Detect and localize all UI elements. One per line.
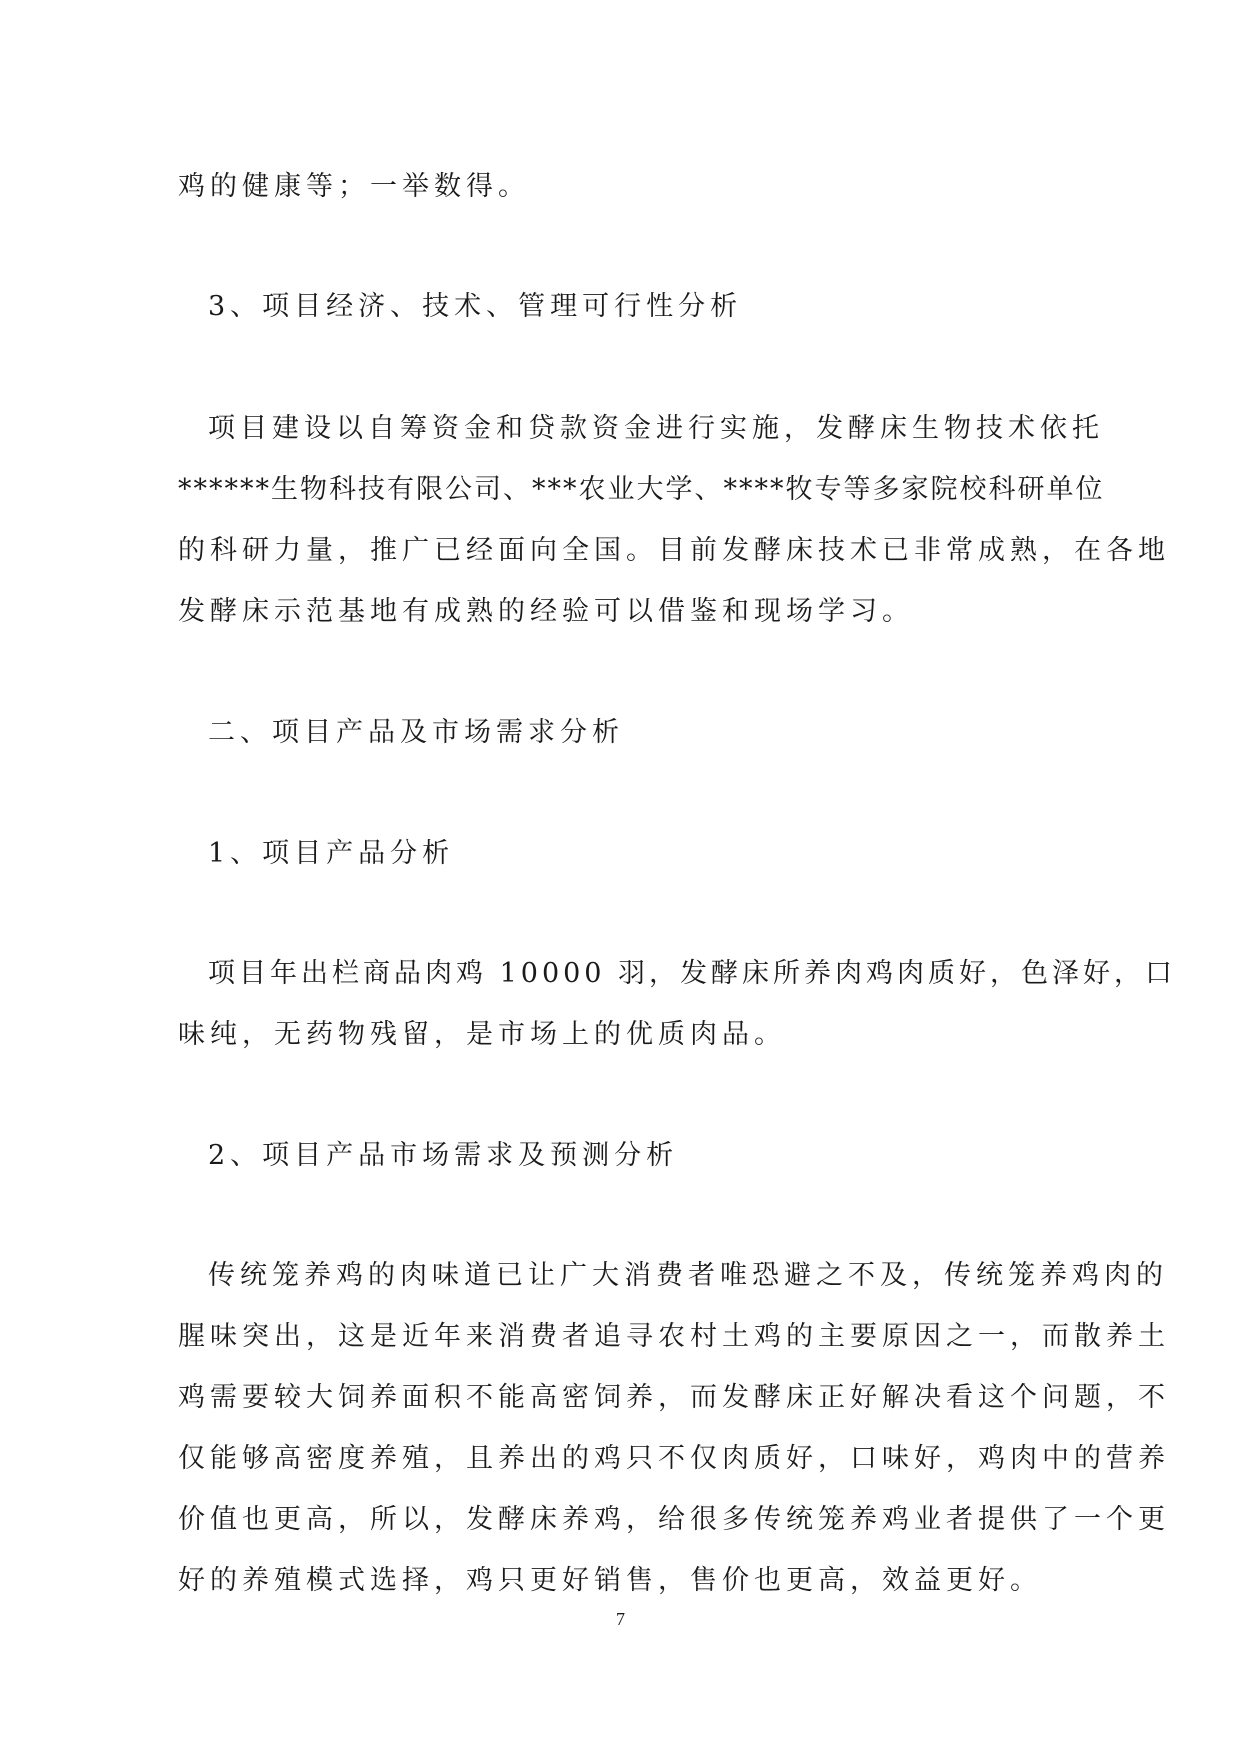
page-number: 7 [616,1609,625,1629]
paragraph-line: 传统笼养鸡的肉味道已让广大消费者唯恐避之不及，传统笼养鸡肉的 [208,1260,1168,1291]
chapter-heading: 二、项目产品及市场需求分析 [208,717,624,748]
paragraph-line: 好的养殖模式选择，鸡只更好销售，售价也更高，效益更好。 [178,1565,1042,1596]
paragraph-line: 腥味突出，这是近年来消费者追寻农村土鸡的主要原因之一，而散养土 [178,1321,1170,1352]
paragraph-line: 鸡的健康等；一举数得。 [178,171,530,202]
paragraph-line: 项目年出栏商品肉鸡 10000 羽，发酵床所养肉鸡肉质好，色泽好，口 [208,958,1177,989]
paragraph-line: ******生物科技有限公司、***农业大学、****牧专等多家院校科研单位 [178,474,1105,505]
paragraph-line: 项目建设以自筹资金和贷款资金进行实施，发酵床生物技术依托 [208,413,1104,444]
paragraph-line: 鸡需要较大饲养面积不能高密饲养，而发酵床正好解决看这个问题，不 [178,1382,1170,1413]
paragraph-line: 价值也更高，所以，发酵床养鸡，给很多传统笼养鸡业者提供了一个更 [178,1504,1170,1535]
section-heading: 3、项目经济、技术、管理可行性分析 [208,291,743,322]
paragraph-line: 发酵床示范基地有成熟的经验可以借鉴和现场学习。 [178,596,914,627]
paragraph-line: 的科研力量，推广已经面向全国。目前发酵床技术已非常成熟，在各地 [178,535,1170,566]
section-heading: 2、项目产品市场需求及预测分析 [208,1140,679,1171]
paragraph-line: 仅能够高密度养殖，且养出的鸡只不仅肉质好，口味好，鸡肉中的营养 [178,1443,1170,1474]
section-heading: 1、项目产品分析 [208,838,455,869]
paragraph-line: 味纯，无药物残留，是市场上的优质肉品。 [178,1019,786,1050]
